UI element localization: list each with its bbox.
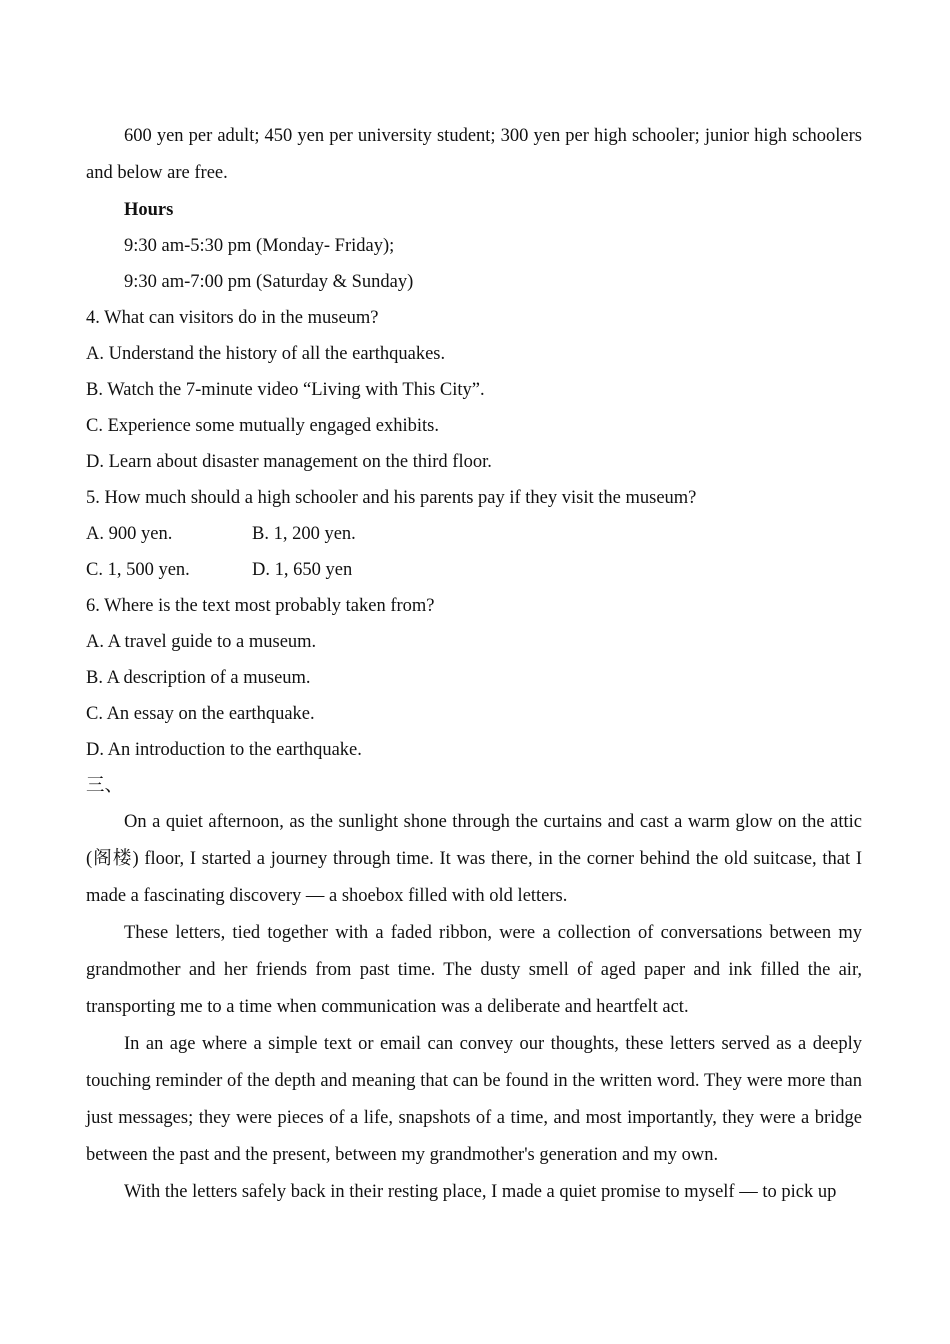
document-page	[86, 118, 862, 1211]
question-5	[86, 480, 862, 588]
option-c: C. An essay on the earthquake.	[86, 704, 315, 724]
question-6	[86, 588, 862, 768]
option-c: C. Experience some mutually engaged exhibits.	[86, 416, 439, 436]
hours-heading: Hours	[124, 200, 174, 220]
hours-weekend: 9:30 am-7:00 pm (Saturday & Sunday)	[124, 272, 414, 292]
options-row-1	[86, 516, 862, 552]
option-c: C. 1, 500 yen.	[86, 560, 190, 580]
option-b: B. Watch the 7-minute video “Living with This City”.	[86, 380, 485, 400]
section-3-heading: 三、	[86, 776, 124, 796]
passage-paragraph-2: These letters, tied together with a faded ribbon, were a collection of conversations between my grandmother and her friends from past time. The dusty smell of aged paper and ink filled the air, transporting me to a time when communication was a deliberate and heartfelt act.	[86, 923, 862, 1017]
option-d: D. An introduction to the earthquake.	[86, 740, 362, 760]
hours-weekday: 9:30 am-5:30 pm (Monday- Friday);	[124, 236, 395, 256]
question-4	[86, 300, 862, 480]
option-a: A. 900 yen.	[86, 524, 173, 544]
option-a: A. A travel guide to a museum.	[86, 632, 317, 652]
option-d: D. Learn about disaster management on the third floor.	[86, 452, 492, 472]
question-stem: 5. How much should a high schooler and his parents pay if they visit the museum?	[86, 488, 697, 508]
options-row-2	[86, 552, 862, 588]
option-a: A. Understand the history of all the earthquakes.	[86, 344, 446, 364]
question-stem: 4. What can visitors do in the museum?	[86, 308, 379, 328]
passage-paragraph-3: In an age where a simple text or email can convey our thoughts, these letters served as a deeply touching reminder of the depth and meaning that can be found in the written word. They were more than just messages; they were pieces of a life, snapshots of a time, and most importantly, they were a bridge between the past and the present, between my grandmother's generation and my own.	[86, 1034, 862, 1165]
option-b: B. 1, 200 yen.	[252, 524, 356, 544]
passage-paragraph-1: On a quiet afternoon, as the sunlight shone through the curtains and cast a warm glow on the attic (阁楼) floor, I started a journey through time. It was there, in the corner behind the old suitcase, that I made a fascinating discovery — a shoebox filled with old letters.	[86, 812, 862, 906]
option-b: B. A description of a museum.	[86, 668, 311, 688]
question-stem: 6. Where is the text most probably taken from?	[86, 596, 435, 616]
fees-paragraph: 600 yen per adult; 450 yen per university student; 300 yen per high schooler; junior high schoolers and below are free.	[86, 126, 862, 183]
option-d: D. 1, 650 yen	[252, 560, 353, 580]
passage-paragraph-4: With the letters safely back in their resting place, I made a quiet promise to myself — to pick up	[124, 1182, 837, 1202]
